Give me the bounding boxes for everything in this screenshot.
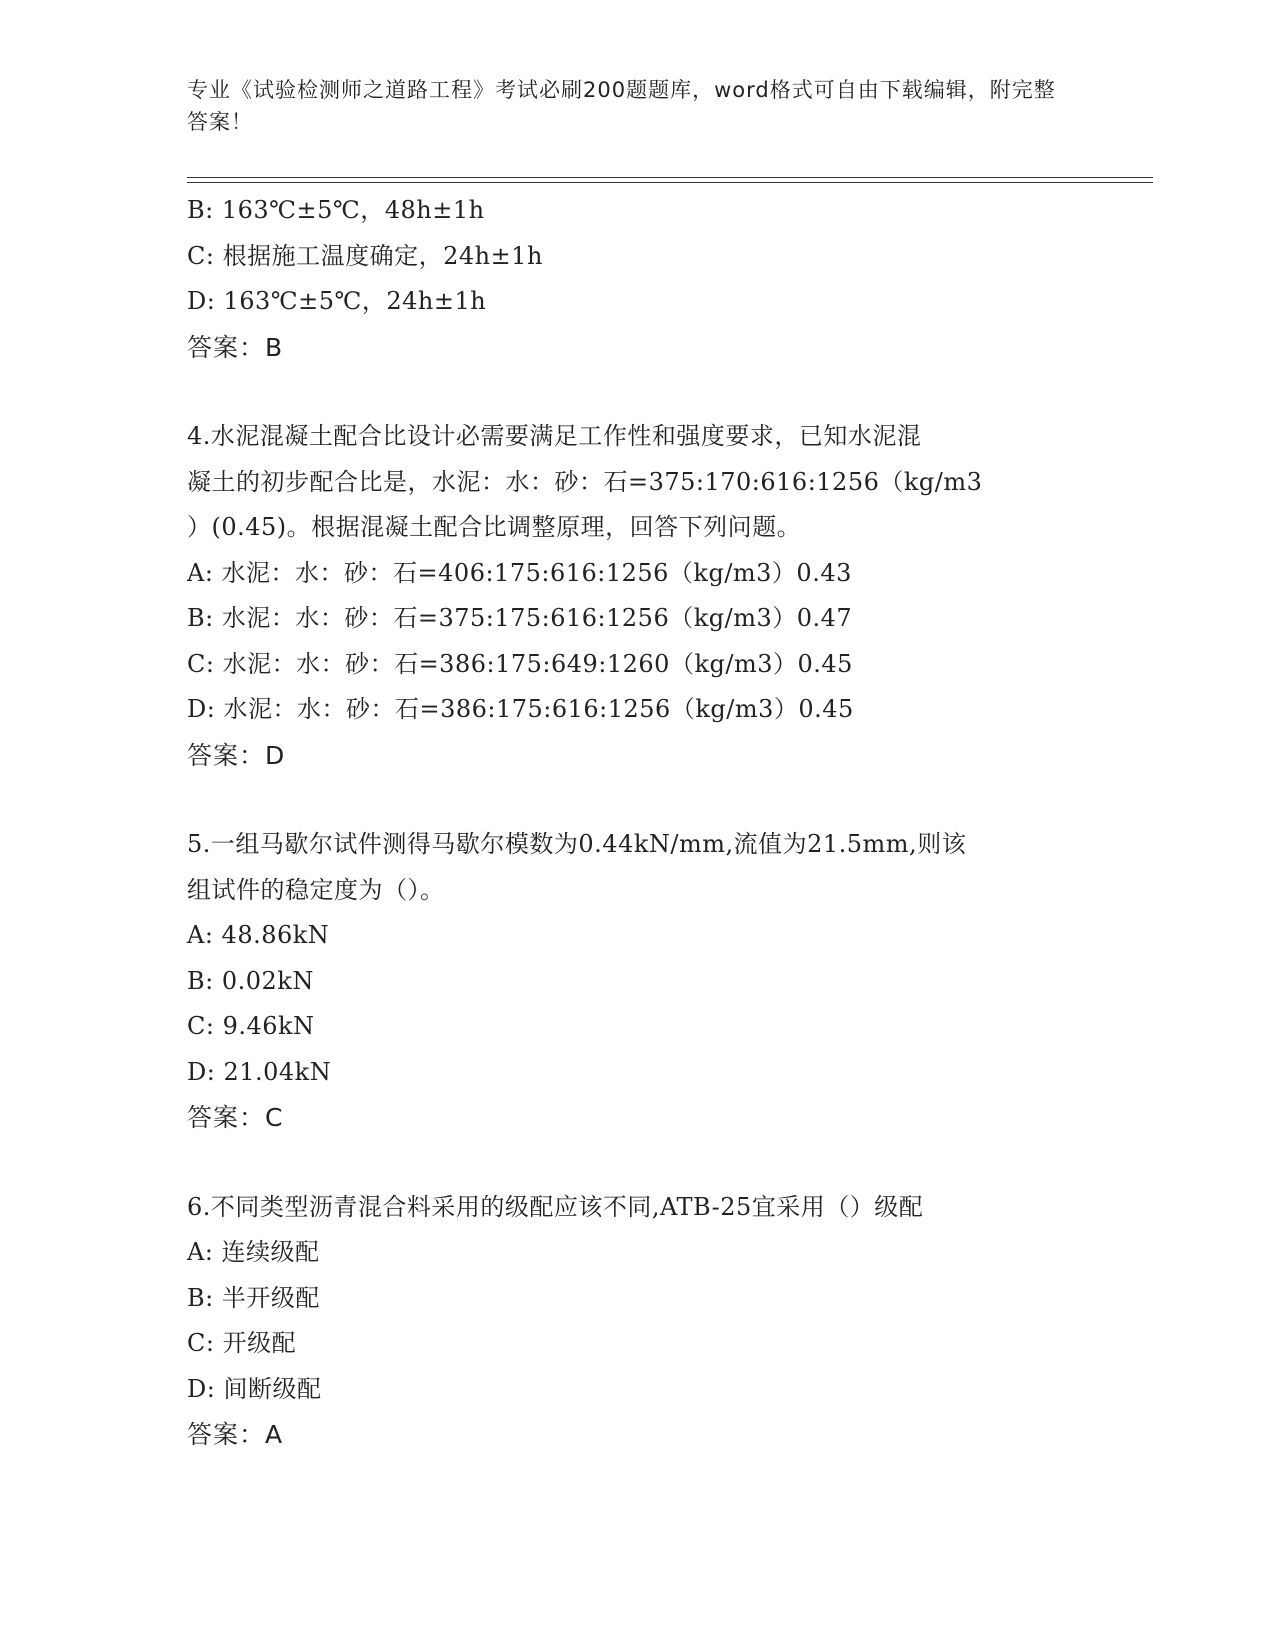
document-header — [187, 74, 1067, 138]
option-b: B: 163℃±5℃，48h±1h — [187, 196, 485, 224]
option-a: A: 连续级配 — [187, 1238, 320, 1266]
question-6 — [187, 1185, 1067, 1458]
header-rule-bottom — [187, 182, 1153, 183]
answer-line: 答案：A — [187, 1420, 284, 1449]
header-title: 专业《试验检测师之道路工程》考试必刷200题题库，word格式可自由下载编辑，附完整答案！ — [187, 78, 1056, 134]
option-c: C: 根据施工温度确定，24h±1h — [187, 241, 543, 270]
question-text-line: ）(0.45)。根据混凝土配合比调整原理，回答下列问题。 — [187, 513, 802, 541]
option-b: B: 水泥：水：砂：石=375:175:616:1256（kg/m3）0.47 — [187, 604, 853, 632]
question-text-line: 4.水泥混凝土配合比设计必需要满足工作性和强度要求，已知水泥混 — [187, 422, 922, 450]
option-d: D: 21.04kN — [187, 1057, 332, 1086]
question-text-line: 5.一组马歇尔试件测得马歇尔模数为0.44kN/mm,流值为21.5mm,则该 — [187, 830, 967, 858]
option-d: D: 水泥：水：砂：石=386:175:616:1256（kg/m3）0.45 — [187, 695, 854, 723]
document-body — [187, 188, 1067, 1458]
option-d: D: 163℃±5℃，24h±1h — [187, 287, 487, 315]
option-b: B: 0.02kN — [187, 966, 314, 995]
question-4 — [187, 414, 1067, 778]
option-d: D: 间断级配 — [187, 1374, 322, 1403]
option-a: A: 48.86kN — [187, 921, 330, 949]
option-c: C: 9.46kN — [187, 1012, 315, 1040]
question-text-line: 凝土的初步配合比是，水泥：水：砂：石=375:170:616:1256（kg/m3 — [187, 467, 983, 496]
option-a: A: 水泥：水：砂：石=406:175:616:1256（kg/m3）0.43 — [187, 558, 852, 587]
option-c: C: 开级配 — [187, 1329, 297, 1357]
question-text-line: 组试件的稳定度为（）。 — [187, 875, 445, 904]
question-text-line: 6.不同类型沥青混合料采用的级配应该不同,ATB-25宜采用（）级配 — [187, 1192, 924, 1221]
question-3-fragment — [187, 188, 1067, 370]
answer-line: 答案：C — [187, 1103, 284, 1132]
answer-line: 答案：B — [187, 332, 284, 362]
answer-line: 答案：D — [187, 740, 286, 770]
option-c: C: 水泥：水：砂：石=386:175:649:1260（kg/m3）0.45 — [187, 649, 853, 678]
header-rule-top — [187, 177, 1153, 178]
option-b: B: 半开级配 — [187, 1283, 320, 1312]
question-5 — [187, 822, 1067, 1141]
